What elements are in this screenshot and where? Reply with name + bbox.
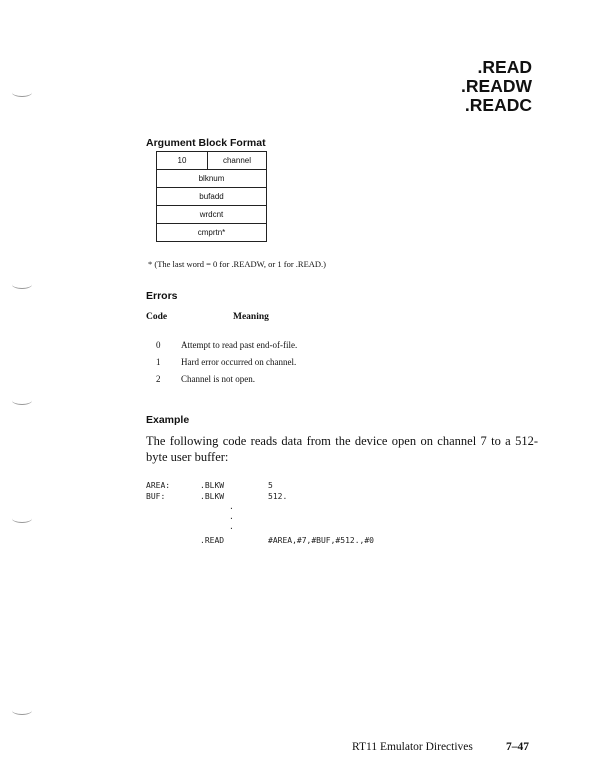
margin-mark: [12, 280, 32, 289]
code-ellipsis-dot: .: [229, 522, 234, 531]
error-code: 0: [156, 340, 161, 350]
errors-meaning-header: Meaning: [233, 312, 269, 322]
argument-block-table: [156, 151, 267, 242]
margin-mark: [12, 514, 32, 523]
argument-footnote: * (The last word = 0 for .READW, or 1 for .READ.): [148, 259, 326, 269]
error-meaning: Channel is not open.: [181, 374, 255, 384]
margin-mark: [12, 706, 32, 715]
title-line-readw: .READW: [461, 76, 532, 96]
arg-row-bufadd: bufadd: [157, 187, 266, 205]
arg-row-wrdcnt: wrdcnt: [157, 205, 266, 223]
code-label: BUF:: [146, 492, 166, 501]
errors-code-header: Code: [146, 312, 168, 322]
errors-heading: Errors: [146, 290, 178, 302]
footer-title: RT11 Emulator Directives: [352, 741, 473, 753]
example-paragraph: The following code reads data from the device open on channel 7 to a 512-byte user buffer:: [146, 434, 538, 464]
title-line-readc: .READC: [464, 95, 532, 115]
arg-row-cmprtn: cmprtn*: [157, 223, 266, 241]
arg-cell-channel: channel: [222, 156, 252, 165]
argument-block-heading: Argument Block Format: [146, 137, 266, 149]
page-number: 7–47: [506, 741, 529, 753]
error-code: 1: [156, 357, 161, 367]
code-op: .READ: [200, 536, 225, 545]
code-op: .BLKW: [200, 481, 225, 490]
code-op: .BLKW: [200, 492, 225, 501]
arg-row-blknum: blknum: [157, 169, 266, 187]
title-line-read: .READ: [477, 57, 532, 77]
code-arg: #AREA,#7,#BUF,#512.,#0: [268, 536, 374, 545]
code-ellipsis-dot: .: [229, 502, 234, 511]
margin-mark: [12, 88, 32, 97]
code-ellipsis-dot: .: [229, 512, 234, 521]
error-code: 2: [156, 374, 161, 384]
code-arg: 512.: [268, 492, 288, 501]
code-arg: 5: [268, 481, 273, 490]
error-meaning: Attempt to read past end-of-file.: [181, 340, 298, 350]
example-heading: Example: [146, 414, 190, 426]
page-title: [461, 58, 532, 115]
arg-cell-code: 10: [157, 152, 208, 169]
code-label: AREA:: [146, 481, 171, 490]
error-meaning: Hard error occurred on channel.: [181, 357, 297, 367]
arg-row-channel: [157, 152, 266, 169]
margin-mark: [12, 396, 32, 405]
